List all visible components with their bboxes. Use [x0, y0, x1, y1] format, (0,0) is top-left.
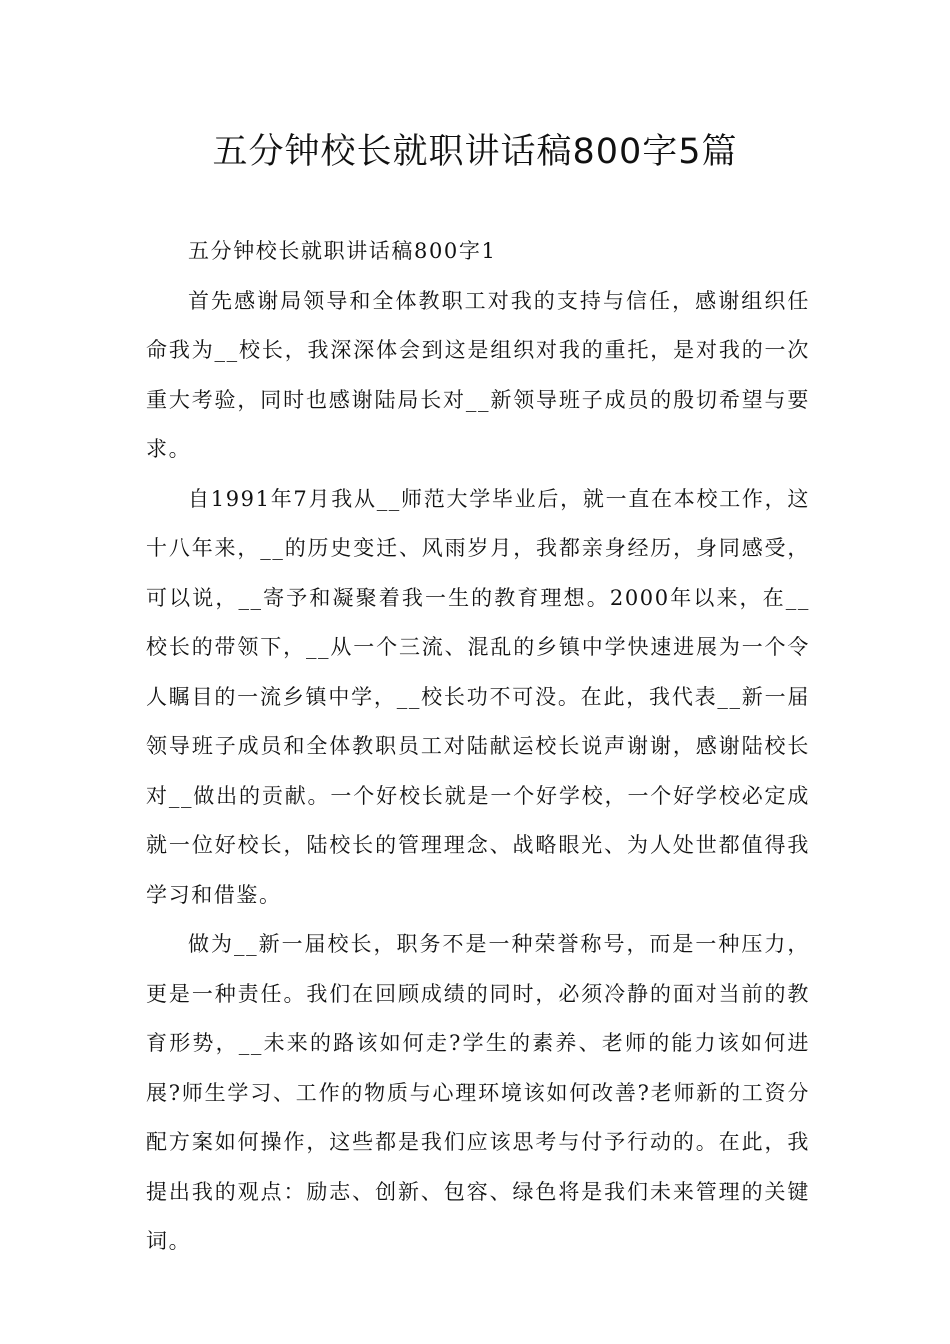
paragraph-1: 首先感谢局领导和全体教职工对我的支持与信任，感谢组织任命我为__校长，我深深体会到这是组织对我的重托，是对我的一次重大考验，同时也感谢陆局长对__新领导班子成员的殷切希望与要求。: [146, 288, 810, 461]
paragraph-3: 做为__新一届校长，职务不是一种荣誉称号，而是一种压力，更是一种责任。我们在回顾成绩的同时，必须冷静的面对当前的教育形势，__未来的路该如何走?学生的素养、老师的能力该如何进展?师生学习、工作的物质与心理环境该如何改善?老师新的工资分配方案如何操作，这些都是我们应该思考与付予行动的。在此，我提出我的观点：励志、创新、包容、绿色将是我们未来管理的关键词。: [146, 932, 810, 1253]
paragraph-2: 自1991年7月我从__师范大学毕业后，就一直在本校工作，这十八年来，__的历史变迁、风雨岁月，我都亲身经历，身同感受，可以说，__寄予和凝聚着我一生的教育理想。2000年以来，在__校长的带领下，__从一个三流、混乱的乡镇中学快速进展为一个令人瞩目的一流乡镇中学，__校长功不可没。在此，我代表__新一届领导班子成员和全体教职员工对陆献运校长说声谢谢，感谢陆校长对__做出的贡献。一个好校长就是一个好学校，一个好学校必定成就一位好校长，陆校长的管理理念、战略眼光、为人处世都值得我学习和借鉴。: [146, 486, 810, 907]
document-title: 五分钟校长就职讲话稿800字5篇: [212, 132, 738, 172]
document-body: [146, 227, 810, 1267]
section-heading: 五分钟校长就职讲话稿800字1: [188, 239, 497, 263]
